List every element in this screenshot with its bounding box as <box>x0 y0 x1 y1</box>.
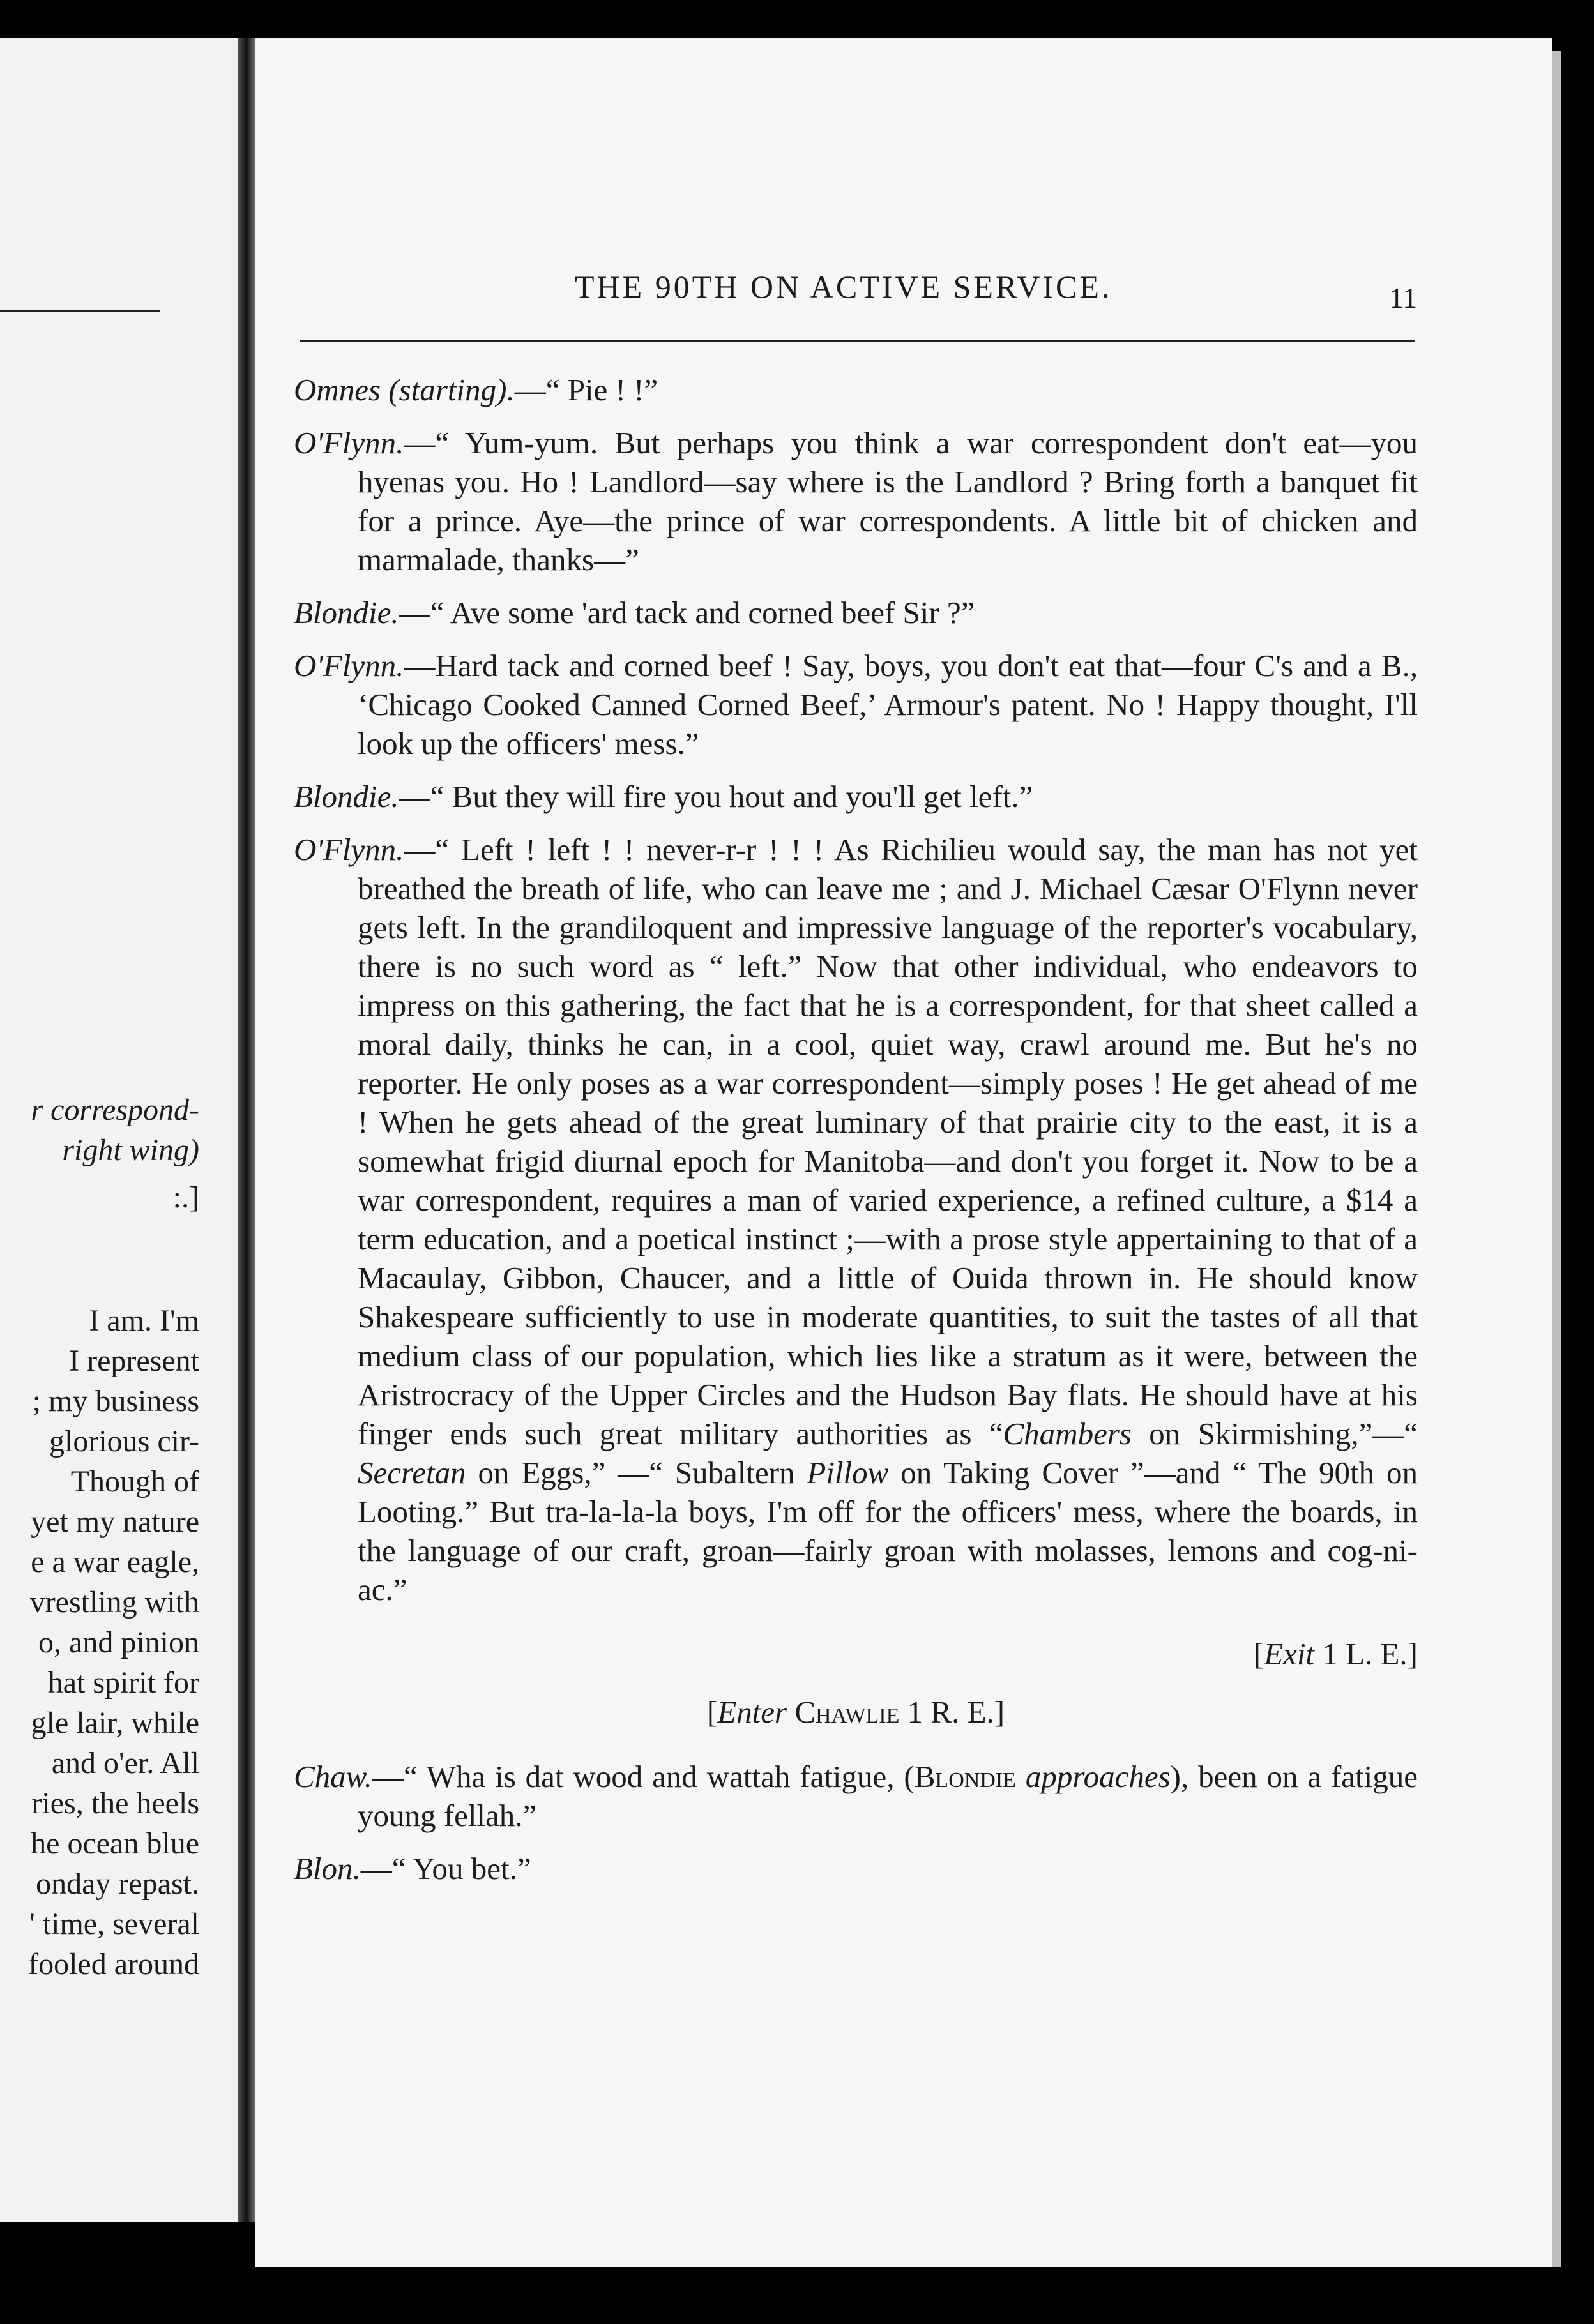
speaker-name: Omnes (starting). <box>294 372 515 407</box>
left-page-line: ; my business <box>32 1384 199 1418</box>
left-page-line: e a war eagle, <box>31 1545 199 1579</box>
left-page-line: o, and pinion <box>38 1626 199 1659</box>
speech-text: —“ Yum-yum. But perhaps you think a war correspondent don't eat—you hyenas you. Ho ! Landlord—say where is the Landlord ? Bring forth a banquet fit for a prince. Aye—the prince of war correspondents. A little bit of chicken and marmalade, thanks—” <box>358 425 1418 577</box>
speech <box>294 1757 1418 1835</box>
left-page-line: and o'er. All <box>51 1746 199 1780</box>
speech-text: —“ Wha is dat wood and wattah fatigue, ( <box>372 1759 915 1794</box>
left-page <box>0 38 238 2222</box>
speaker-name: Blon. <box>294 1851 361 1886</box>
speech <box>294 777 1418 816</box>
left-page-line: ' time, several <box>29 1907 199 1941</box>
speaker-name: O'Flynn. <box>294 648 404 683</box>
book-gutter <box>238 38 255 2222</box>
left-page-line: Though of <box>70 1465 199 1498</box>
speech-text: —“ You bet.” <box>360 1851 531 1886</box>
speech <box>294 1849 1418 1888</box>
left-page-line: gle lair, while <box>31 1706 199 1740</box>
left-page-line: fooled around <box>28 1947 199 1981</box>
cited-authority: Pillow <box>807 1455 889 1490</box>
stage-direction-exit: [Exit 1 L. E.] <box>1253 1636 1418 1671</box>
speech-text: —“ Left ! left ! ! never-r-r ! ! ! As Richilieu would say, the man has not yet breathed the breath of life, who can leave me ; and J. Michael Cæsar O'Flynn never gets left. In the grandiloquent and impressive language of the reporter's vocabulary, there is no such word as “ left.” Now that other individual, who endeavors to impress on this gathering, the fact that he is a correspondent, for that sheet called a moral daily, thinks he can, in a cool, quiet way, crawl around me. But he's no reporter. He only poses as a war correspondent—simply poses ! He get ahead of me ! When he gets ahead of the great luminary of that prairie city to the east, it is a somewhat frigid diurnal epoch for Manitoba—and don't you forget it. Now to be a war correspondent, requires a man of varied experience, a refined culture, a $14 a term education, and a poetical instinct ;—with a prose style appertaining to that of a Macaulay, Gibbon, Chaucer, and a little of Ouida thrown in. He should know Shakespeare sufficiently to use in moderate quantities, to suit the tastes of all that medium class of our population, which lies like a stratum as it were, between the Aristrocracy of the Upper Circles and the Hudson Bay flats. He should have at his finger ends such great military authorities as “ <box>358 832 1418 1451</box>
header-rule <box>300 340 1415 342</box>
stage-text: 1 L. E.] <box>1314 1636 1418 1671</box>
left-page-line: glorious cir- <box>49 1424 199 1458</box>
page-number: 11 <box>1389 282 1418 314</box>
stage-verb: Enter <box>717 1694 787 1730</box>
left-page-line: he ocean blue <box>31 1827 199 1860</box>
speech <box>294 370 1418 409</box>
speech-text: ), been on a fatigue young fellah.” <box>358 1759 1418 1833</box>
cited-authority: Chambers <box>1003 1416 1132 1451</box>
left-page-line: I represent <box>69 1344 199 1378</box>
left-page-rule <box>0 310 160 312</box>
speech-text: —Hard tack and corned beef ! Say, boys, you don't eat that—four C's and a B., ‘Chicago Cooked Canned Corned Beef,’ Armour's patent. No ! Happy thought, I'll look up the officers' mess.” <box>358 648 1418 761</box>
left-page-line: r correspond- <box>31 1093 199 1127</box>
cited-authority: Secretan <box>358 1455 466 1490</box>
left-page-line: right wing) <box>62 1133 199 1167</box>
speech <box>294 593 1418 632</box>
stage-text: 1 R. E.] <box>899 1694 1005 1730</box>
left-page-line: vrestling with <box>29 1585 199 1619</box>
page-edge <box>1552 51 1561 2267</box>
speaker-name: Blondie. <box>294 595 399 630</box>
speech-text: on Skirmishing,”—“ <box>1131 1416 1418 1451</box>
speech-text: —“ Ave some 'ard tack and corned beef Sir ?” <box>398 595 975 630</box>
long-speech <box>294 830 1418 1609</box>
left-page-line: I am. I'm <box>89 1304 199 1338</box>
speech-text: —“ But they will fire you hout and you'll get left.” <box>398 779 1033 814</box>
left-page-line: ries, the heels <box>31 1786 199 1820</box>
running-title: THE 90TH ON ACTIVE SERVICE. <box>575 269 1112 305</box>
speaker-name: Chaw. <box>294 1759 372 1794</box>
speaker-name: O'Flynn. <box>294 425 404 460</box>
speech-text: on Taking Cover ”—and “ The 90th on Looting.” But tra-la-la-la boys, I'm off for the officers' mess, where the boards, in the language of our craft, groan—fairly groan with molasses, lemons and cog-ni-ac.” <box>358 1455 1418 1607</box>
speech-text: on Eggs,” —“ Subaltern <box>466 1455 807 1490</box>
stage-direction-enter: [Enter Chawlie 1 R. E.] <box>706 1694 1005 1730</box>
character-name: Chawlie <box>794 1694 900 1730</box>
stage-action: approaches <box>1025 1759 1171 1794</box>
left-page-line: :.] <box>172 1181 199 1214</box>
left-page-line: onday repast. <box>36 1867 199 1901</box>
speech-text: —“ Pie ! !” <box>514 372 658 407</box>
right-page <box>255 38 1552 2267</box>
speech <box>294 646 1418 763</box>
page-body <box>294 370 1418 1902</box>
left-page-line: yet my nature <box>31 1505 199 1539</box>
speaker-name: Blondie. <box>294 779 399 814</box>
character-name: Blondie <box>914 1759 1016 1794</box>
speech <box>294 423 1418 579</box>
stage-verb: Exit <box>1264 1636 1315 1671</box>
speaker-name: O'Flynn. <box>294 832 404 867</box>
left-page-line: hat spirit for <box>47 1666 199 1700</box>
